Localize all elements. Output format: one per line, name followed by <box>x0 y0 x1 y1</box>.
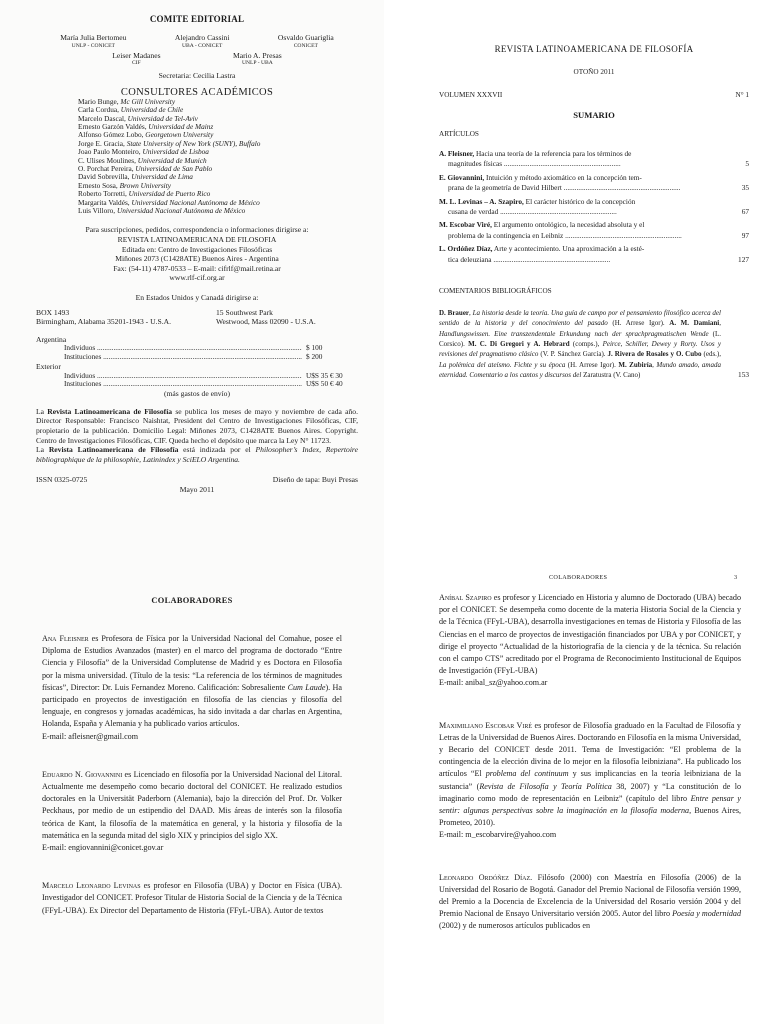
contributor-entry <box>439 720 741 842</box>
work-title: problema del continuum <box>485 769 569 779</box>
editor-name: Alejandro Cassini <box>174 33 230 42</box>
text-run: ). Ha participado en proyectos de investigación en filosofía de las ciencias y filosofía del lenguaje, en congresos y jornadas académicas, ha sido invitada a dar charlas en Argentina, Holanda, España y Alemania y ha publicado varios artículos. <box>42 682 342 729</box>
editor-affiliation: UNLP - CONICET <box>71 42 115 49</box>
usa-intro: En Estados Unidos y Canadá dirigirse a: <box>135 293 259 303</box>
notice-text: La <box>36 445 49 455</box>
consultant-name: Margarita Valdés, <box>78 197 132 207</box>
consultant-institution: Universidad Nacional Autónoma de México <box>131 197 260 207</box>
price-amount: U$S 50 € 40 <box>302 380 358 389</box>
address-line: Birmingham, Alabama 35201-1943 - U.S.A. <box>36 317 171 327</box>
price-region: Argentina <box>36 334 67 344</box>
article-author: L. Ordóñez Díaz, <box>439 244 493 254</box>
page-contributors-continued <box>384 560 768 1024</box>
secretary: Secretaria: Cecilia Lastra <box>158 71 236 81</box>
consultant-name: C. Ulises Moulines, <box>78 155 138 165</box>
contributor-list <box>42 633 342 917</box>
articles-heading: ARTÍCULOS <box>439 130 479 138</box>
editor-name: Osvaldo Guariglia <box>277 33 334 42</box>
article-line <box>439 149 721 159</box>
consultant-institution: Brown University <box>119 180 171 190</box>
editor-name: María Julia Bertomeu <box>60 33 127 42</box>
work-title: Handlungswissen. Eine transzendentale Erkundung nach der sprachpragmatischen Wende <box>439 329 709 338</box>
article-text <box>439 197 721 218</box>
contact-line: Miñones 2073 (C1428ATE) Buenos Aires - Argentina <box>115 254 279 264</box>
contact-line: Fax: (54-11) 4787-0533 – E-mail: cifrlf@mail.retina.ar <box>113 263 281 273</box>
contributor-entry <box>42 769 342 854</box>
consultant-institution: Georgetown University <box>145 130 214 140</box>
contributor-entry <box>42 633 342 743</box>
publication-date: Mayo 2011 <box>179 484 215 494</box>
contributors-content <box>439 592 741 933</box>
text-run: es profesor de Filosofía graduado en la Facultad de Filosofía y Letras de la Universidad de Buenos Aires. Doctorando en Filosofía en la misma Universidad, y Becario del CONICET desde 2011. Tema de Investigación: “El problema de la contingencia de la elección divina de lo mejor en la filosofía leibniziana”. Ha publicado los artículos “El <box>439 720 741 779</box>
editor-affiliation: CONICET <box>293 42 318 49</box>
price-list <box>36 335 358 399</box>
consultants-list <box>78 98 358 216</box>
page-number: 97 <box>741 230 749 240</box>
contributor-name: Maximiliano Escobar Viré <box>439 720 533 730</box>
contributor-list <box>439 592 741 933</box>
credits-content <box>36 14 358 495</box>
author-name: J. Rivera de Rosales y O. Cubo <box>607 350 702 359</box>
consultant-item <box>78 207 358 215</box>
price-label: Instituciones ..... <box>64 380 302 389</box>
contact-line: REVISTA LATINOAMERICANA DE FILOSOFIA <box>117 235 277 245</box>
article-title: Hacia una teoría de la referencia para los términos de <box>474 149 632 158</box>
contact-intro: Para suscripciones, pedidos, correspondencia o informaciones dirigirse a: <box>85 225 309 235</box>
text-run: es Profesora de Física por la Universidad Nacional del Comahue, posee el Diploma de Estudios Avanzados (master) en el marco del programa de doctorado “Entre Ciencia y Filosofía” de la Universidad Complutense de Madrid y es Doctora en Filosofía por la misma universidad. (Título de la tesis: “La referencia de los términos de magnitudes físicas”, Director: Dr. Luis Fernandez Moreno. Calificación: Sobresaliente <box>42 634 342 692</box>
article-text <box>439 244 721 265</box>
contributor-name: Aníbal Szapiro <box>439 593 492 602</box>
contents-content <box>439 44 749 383</box>
consultant-name: Alfonso Gómez Lobo, <box>78 130 146 140</box>
contact-address <box>36 235 358 283</box>
consultant-name: Joao Paulo Monteiro, <box>78 147 143 157</box>
consultant-institution: Universidad de Munich <box>137 155 207 165</box>
consultant-name: Mario Bunge, <box>78 96 121 106</box>
consultant-name: Jorge E. Gracia, <box>78 138 127 148</box>
page-number: 3 <box>734 574 738 581</box>
consultant-name: Carla Cordua, <box>78 105 121 115</box>
article-line <box>439 197 721 207</box>
article-author: A. Fleisner, <box>439 149 475 158</box>
work-title: Mundo amado, amada eternidad. Comentario a los cantos y discursos del <box>439 360 721 379</box>
usa-address-left <box>36 308 171 327</box>
articles-list <box>439 149 749 265</box>
consultant-institution: State University of New York (SUNY), Buffalo <box>126 138 261 148</box>
editor-name: Leiser Madanes <box>112 50 161 60</box>
text-run: E-mail: engiovannini@conicet.gov.ar <box>42 843 164 853</box>
editor <box>175 34 230 50</box>
journal-name: Revista Latinoamericana de Filosofía <box>48 445 179 455</box>
article-text <box>439 173 721 194</box>
text-run: N. <box>72 769 86 779</box>
article-line: tica deleuziana ................................................................ <box>448 254 611 264</box>
article-entry <box>439 197 749 218</box>
price-row <box>36 380 358 389</box>
author-name: D. Brauer <box>439 309 470 318</box>
consultant-institution: Universidad de Chile <box>120 105 184 115</box>
consultant-name: Luis Villoro, <box>78 206 117 216</box>
cover-design: Diseño de tapa: Buyi Presas <box>272 475 358 485</box>
work-title: Revista de Filosofía y Teoría Política <box>479 781 612 791</box>
consultant-institution: Universidad de Lima <box>131 172 193 182</box>
price-region: Exterior <box>36 362 61 371</box>
text-run: E-mail: anibal_sz@yahoo.com.ar <box>439 678 548 688</box>
issn: ISSN 0325-0725 <box>36 475 88 485</box>
text-run: (2002) y de numerosos artículos publicados en <box>439 921 591 931</box>
usa-addresses <box>36 308 358 327</box>
consultant-institution: Mc Gill University <box>120 96 176 106</box>
article-entry <box>439 244 749 265</box>
price-amount: U$S 35 € 30 <box>302 372 358 381</box>
consultant-name: Ernesto Garzón Valdés, <box>78 122 149 131</box>
address-line: 15 Southwest Park <box>216 307 273 317</box>
issn-row <box>36 475 358 485</box>
editor-affiliation: UNLP - UBA <box>241 60 273 67</box>
volume: VOLUMEN XXXVII <box>439 91 503 99</box>
text-run: , <box>719 319 721 328</box>
article-title: El carácter histórico de la concepción <box>523 196 636 206</box>
contributors-content <box>42 596 342 917</box>
article-author: E. Giovannini, <box>439 172 485 182</box>
contributor-entry <box>439 592 741 690</box>
editor-name: Mario A. Presas <box>233 50 282 60</box>
article-title: cusana de verdad <box>448 207 499 217</box>
text-run: Zaratustra (V. Cano) <box>581 370 641 379</box>
contributor-name: Giovannini <box>85 769 123 779</box>
address-line: Westwood, Mass 02090 - U.S.A. <box>216 317 316 327</box>
consultants-heading: CONSULTORES ACADÉMICOS <box>120 86 274 98</box>
consultant-institution: Universidad Nacional Autónoma de México <box>116 206 246 216</box>
address-line: BOX 1493 <box>36 307 70 317</box>
article-entry <box>439 173 749 194</box>
consultant-institution: Universidad de San Pablo <box>135 164 213 174</box>
consultant-institution: Universidad de Mainz <box>148 122 214 131</box>
editor <box>278 34 334 50</box>
article-title: Arte y acontecimiento. Una aproximación a la esté- <box>492 244 645 254</box>
notice-text: se publica los meses de mayo y noviembre de cada año. Director Responsable: Francisco Naishtat, President del Centro de Investigaciones Filosóficas, CIF, propietario de la publicación. Domicilio Legal: Miñones 2073, C1428ATE Buenos Aires. Copyright. Centro de Investigaciones Filosóficas, CIF. Queda hecho el depósito que marca la Ley N° 11723. <box>36 406 358 445</box>
shipping-note: (más gastos de envío) <box>163 389 230 399</box>
text-run: (H. Arrese Igor). <box>565 360 619 369</box>
article-line: cusana de verdad ................................................................ <box>448 207 617 217</box>
article-line <box>439 173 721 183</box>
work-title: La historia desde la teoría. Una guía de campo por el pensamiento filosófico acerca del sentido de la historia y del conocimiento del pasado <box>439 309 721 328</box>
editor <box>233 52 282 68</box>
work-title: Poesía y modernidad <box>672 909 741 919</box>
text-run: E-mail: m_escobarvire@yahoo.com <box>439 830 557 840</box>
text-run: 38, 2007) y “La constitución de lo imaginario como modo de representación en Leibniz” (capítulo del libro <box>439 781 741 803</box>
editorial-row-1 <box>36 34 358 50</box>
reviews-heading: COMENTARIOS BIBLIOGRÁFICOS <box>439 287 552 296</box>
text-run: . Filósofo (2000) con Maestría en Filosofía (2006) de la Universidad del Rosario de Bogotá. Ganador del Premio Nacional de Filosofía versión 1999, del Premio a la Docencia de Excelencia de la Universidad del Rosario versión 2004 y del Premio Nacional de Ensayo Universitario versión 2005. Autor del libro <box>439 872 741 919</box>
article-entry <box>439 149 749 170</box>
reviews-entry <box>439 308 749 380</box>
article-author: M. L. Levinas – A. Szapiro, <box>439 196 524 206</box>
contributor-entry <box>42 880 342 917</box>
price-amount: $ 100 <box>302 344 358 353</box>
journal-name: Revista Latinoamericana de Filosofía <box>47 406 173 416</box>
text-run: (comps.), <box>569 339 603 348</box>
page-number: 67 <box>741 207 749 217</box>
publication-notice <box>36 407 358 465</box>
article-line <box>439 244 721 254</box>
consultant-name: O. Porchat Pereira, <box>78 164 136 174</box>
work-title: Peirce, Schiller, Dewey y Rorty. Usos y revisiones del pragmatismo clásico <box>439 339 722 359</box>
article-author: M. Escobar Viré, <box>439 220 492 230</box>
text-run: es profesor en Filosofía (UBA) y Doctor en Física (UBA). Investigador del CONICET. Profesor Titular de Historia Social de la Ciencia y de la Técnica (FFyL-UBA). Ex Director del Departamento de Historia (FFyL-UBA). Autor de textos <box>42 881 342 915</box>
article-text <box>439 220 721 241</box>
usa-address-right <box>216 308 358 327</box>
consultant-institution: Universidad de Lisboa <box>142 147 209 157</box>
text-run: (eds.), <box>701 350 722 359</box>
contributor-entry <box>439 872 741 933</box>
issue-number: N° 1 <box>735 91 749 99</box>
consultant-institution: Universidad de Puerto Rico <box>128 189 211 199</box>
article-text <box>439 149 721 170</box>
journal-title: REVISTA LATINOAMERICANA DE FILOSOFÍA <box>494 44 694 54</box>
price-label: Individuos ..... <box>64 372 302 381</box>
price-label: Individuos ..... <box>64 344 302 353</box>
page-number: 153 <box>738 369 749 379</box>
author-name: A. M. Damiani <box>669 319 720 328</box>
text-run: y sus implicancias en la teoría leibniziana de la sustancia” ( <box>439 769 742 791</box>
editorial-row-2 <box>36 52 358 68</box>
contact-line: www.rlf-cif.org.ar <box>169 273 225 283</box>
editorial-heading: COMITE EDITORIAL <box>149 14 245 24</box>
page-contents <box>384 0 768 560</box>
editor <box>60 34 126 50</box>
consultant-name: Roberto Torretti, <box>78 189 129 199</box>
editor-affiliation: UBA - CONICET <box>181 42 223 49</box>
editor-affiliation: CIF <box>132 60 141 67</box>
index-list: Philosopher’s Index, Repertoire bibliographique de la philosophie, Latinindex y SciELO Argentina. <box>36 445 358 464</box>
consultant-name: Ernesto Sosa, <box>78 180 120 190</box>
text-run: es profesor y Licenciado en Historia y alumno de Doctorado (UBA) becado por el CONICET. Se desempeña como docente de la materia Historia Social de la Ciencia y de la Técnica (FFyL-UBA), desarrolla investigaciones en temas de Historia y Filosofía de las Ciencias en el marco de proyectos de investigación financiados por UBA y por CONICET, y dirige el proyecto “Actualidad de la historiografía de la ciencia y de la técnica. Su relación con el campo CTS” acreditado por el Programa de Reconocimiento Institucional de Equipos de Investigación (FFyL-UBA) <box>439 593 741 676</box>
article-line: magnitudes físicas ................................................................ <box>448 159 621 169</box>
price-row <box>36 353 358 362</box>
contact-line: Editada en: Centro de Investigaciones Filosóficas <box>121 244 273 254</box>
volume-row <box>439 91 749 100</box>
reviews-text <box>439 308 721 380</box>
author-name: M. Zubiría <box>618 360 653 369</box>
article-title: tica deleuziana <box>448 254 492 264</box>
text-run: , <box>469 309 473 318</box>
text-run: , <box>652 360 657 369</box>
price-label: Instituciones ..... <box>64 353 302 362</box>
price-amount: $ 200 <box>302 353 358 362</box>
text-run: , Buenos Aires, Prometeo, 2010). <box>439 806 741 828</box>
notice-text: está indizada por el <box>178 445 256 455</box>
article-entry <box>439 220 749 241</box>
text-run: (V. P. Sánchez García). <box>538 350 608 359</box>
contributor-name: Ana Fleisner <box>42 634 89 643</box>
author-name: M. C. Di Gregori y A. Hebrard <box>468 339 570 348</box>
consultant-name: Marcelo Dascal, <box>78 113 128 123</box>
running-head: COLABORADORES <box>549 574 608 581</box>
consultant-institution: Universidad de Tel-Aviv <box>127 113 198 123</box>
page-credits <box>0 0 384 560</box>
text-run: (L. Corsico). <box>439 329 721 348</box>
page-contributors <box>0 560 384 1024</box>
article-title: Intuición y método axiomático en la concepción tem- <box>484 172 642 182</box>
contributor-name: Eduardo <box>42 769 73 779</box>
notice-text: La <box>36 406 48 416</box>
text-run: (H. Arrese Igor). <box>607 319 670 328</box>
page-number: 5 <box>745 159 749 169</box>
summary-heading: SUMARIO <box>573 110 615 120</box>
work-title: La polémica del ateísmo. Fichte y su época <box>439 360 566 369</box>
article-line: prana de la geometría de David Hilbert ................................................................ <box>448 183 681 193</box>
text-run: E-mail: afleisner@gmail.com <box>42 731 139 741</box>
editor <box>112 52 160 68</box>
article-title: El argumento ontológico, la necesidad absoluta y el <box>491 220 645 230</box>
article-line: problema de la contingencia en Leibniz ................................................................ <box>448 230 682 240</box>
work-title: Entre pensar y sentir: algunas perspectivas sobre la imaginación en la filosofía moderna <box>439 793 741 816</box>
text-run: es Licenciado en filosofía por la Universidad Nacional del Litoral. Actualmente me desempeño como becario doctoral del CONICET. He realizado estudios doctorales en la Universität Paderborn (Alemania), bajo la dirección del Prof. Dr. Volker Peckhaus, por medio de un estipendio del DAAD. Mis áreas de interés son la filosofía teórica de Kant, la filosofía de la matemática en general, y la historia y filosofía de la matemática en la segunda mitad del siglo XIX y principios del siglo XX. <box>42 769 342 840</box>
article-title: magnitudes físicas <box>448 159 503 169</box>
contributors-heading: COLABORADORES <box>151 596 233 605</box>
article-line <box>439 220 721 230</box>
page-number: 35 <box>741 183 749 193</box>
article-title: prana de la geometría de David Hilbert <box>448 183 562 193</box>
contributor-name: Marcelo Leonardo Levinas <box>42 881 141 891</box>
article-title: problema de la contingencia en Leibniz <box>448 230 564 240</box>
page-number: 127 <box>738 254 749 264</box>
consultant-name: David Sobrevilla, <box>78 172 132 182</box>
work-title: Cum Laude <box>287 682 326 692</box>
issue-season: OTOÑO 2011 <box>573 68 615 76</box>
contributor-name: Leonardo Ordóñez Díaz <box>439 872 531 882</box>
